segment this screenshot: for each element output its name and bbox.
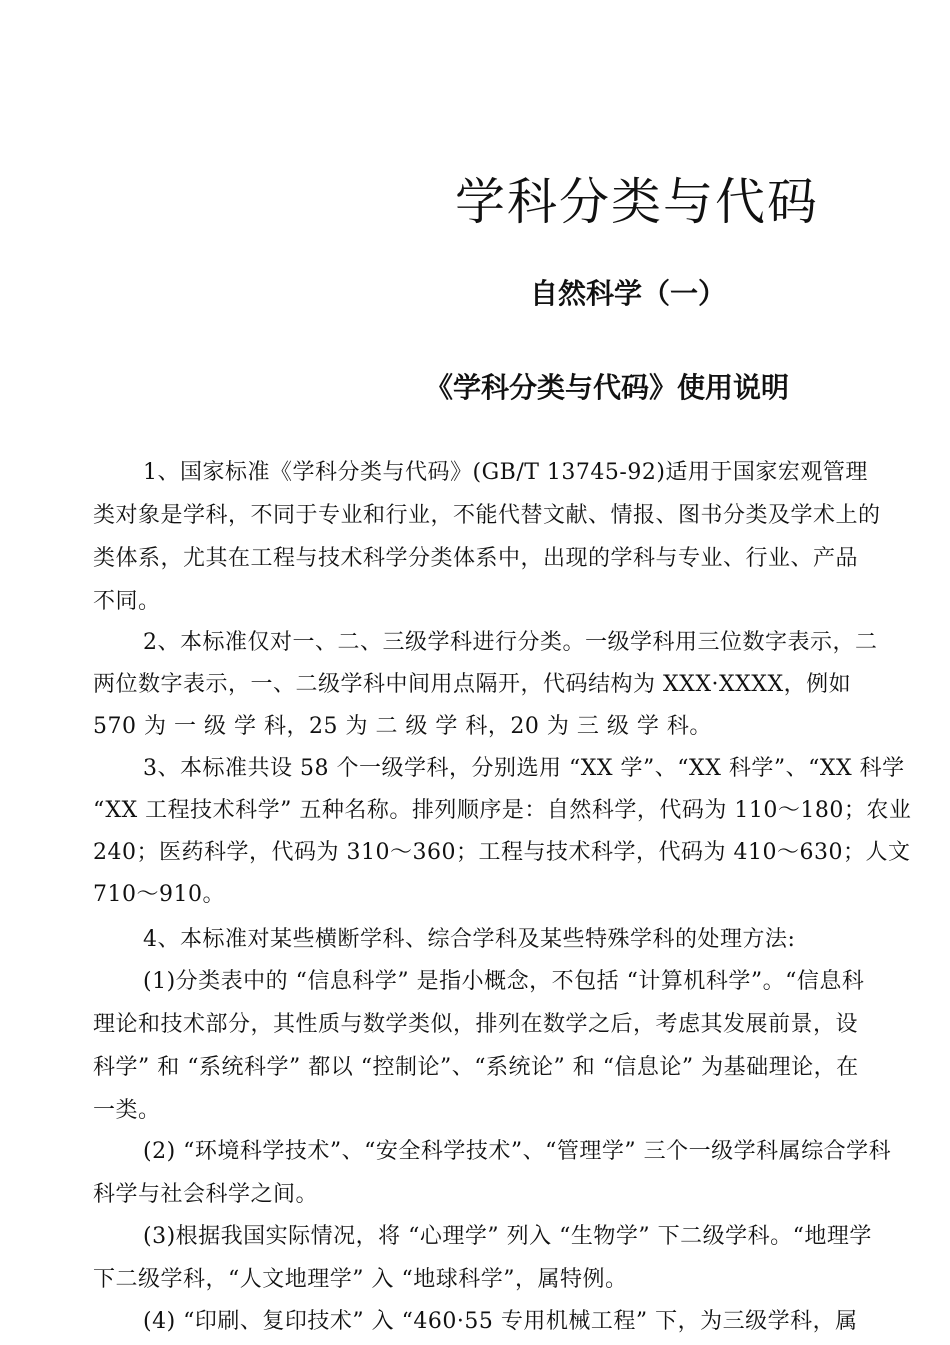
body-line: 不同。: [93, 589, 161, 614]
body-line: 类对象是学科，不同于专业和行业，不能代替文献、情报、图书分类及学术上的: [93, 503, 881, 528]
document-subtitle: 自然科学（一）: [530, 277, 727, 310]
body-line: 3、本标准共设 58 个一级学科，分别选用 “XX 学”、“XX 科学”、“XX 科学: [143, 756, 905, 781]
body-line: 240；医药科学，代码为 310～360；工程与技术科学，代码为 410～630；人文: [93, 840, 911, 865]
body-line: 4、本标准对某些横断学科、综合学科及某些特殊学科的处理方法:: [143, 927, 796, 952]
body-line: 下二级学科，“人文地理学” 入 “地球科学”，属特例。: [93, 1267, 628, 1292]
body-line: 科学与社会科学之间。: [93, 1182, 319, 1207]
body-line: 1、国家标准《学科分类与代码》(GB/T 13745-92)适用于国家宏观管理: [143, 460, 868, 485]
body-line: 570 为 一 级 学 科，25 为 二 级 学 科，20 为 三 级 学 科。: [93, 714, 712, 739]
body-line: 2、本标准仅对一、二、三级学科进行分类。一级学科用三位数字表示，二: [143, 630, 878, 655]
body-line: (1)分类表中的 “信息科学” 是指小概念，不包括 “计算机科学”。“信息科: [143, 969, 865, 994]
body-line: 科学” 和 “系统科学” 都以 “控制论”、“系统论” 和 “信息论” 为基础理论，在: [93, 1055, 859, 1080]
document-title: 学科分类与代码: [455, 173, 819, 231]
body-line: (4) “印刷、复印技术” 入 “460·55 专用机械工程” 下，为三级学科，属: [143, 1309, 858, 1334]
body-line: 两位数字表示，一、二级学科中间用点隔开，代码结构为 XXX·XXXX，例如: [93, 672, 852, 697]
body-line: (3)根据我国实际情况，将 “心理学” 列入 “生物学” 下二级学科。“地理学: [143, 1224, 872, 1249]
body-line: “XX 工程技术科学” 五种名称。排列顺序是：自然科学，代码为 110～180；农业: [93, 798, 912, 823]
body-line: 类体系，尤其在工程与技术科学分类体系中，出现的学科与专业、行业、产品: [93, 546, 859, 571]
body-line: 710～910。: [93, 882, 225, 907]
body-line: 一类。: [93, 1098, 161, 1123]
body-line: 理论和技术部分，其性质与数学类似，排列在数学之后，考虑其发展前景，设: [93, 1012, 859, 1037]
section-heading: 《学科分类与代码》使用说明: [425, 371, 790, 404]
body-line: (2) “环境科学技术”、“安全科学技术”、“管理学” 三个一级学科属综合学科: [143, 1139, 892, 1164]
